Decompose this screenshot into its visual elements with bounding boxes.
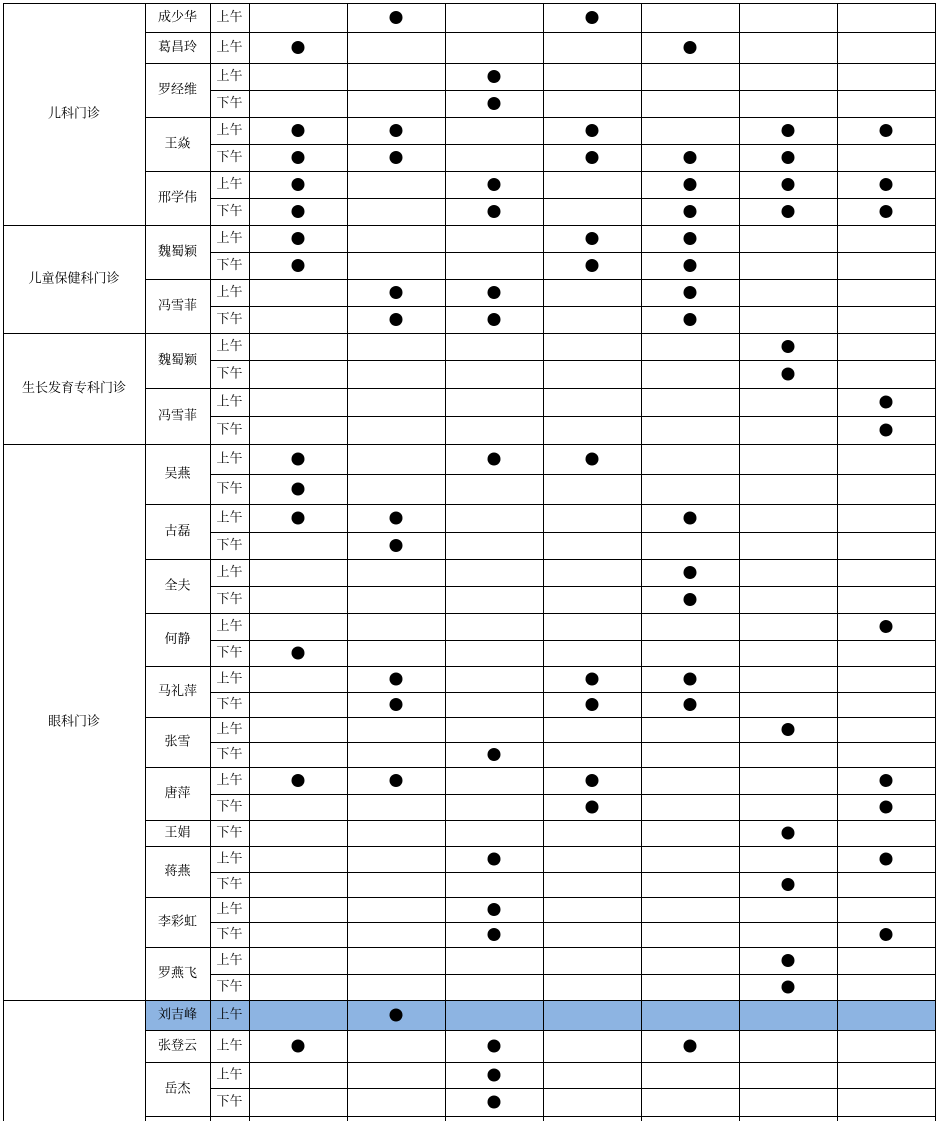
doctor-name: 刘吉峰 (157, 1007, 198, 1023)
schedule-dot (488, 205, 501, 218)
session-label: 下午 (216, 481, 243, 497)
session-label: 下午 (216, 366, 243, 382)
session-label: 下午 (216, 825, 243, 841)
doctor-name: 魏蜀颖 (157, 244, 198, 260)
schedule-dot (488, 286, 501, 299)
doctor-name: 罗经维 (157, 82, 198, 98)
session-label: 下午 (216, 747, 243, 762)
doctor-name: 张登云 (157, 1038, 198, 1054)
session-label: 下午 (216, 645, 243, 661)
session-label: 下午 (216, 258, 243, 273)
department-name: 儿科门诊 (47, 106, 101, 122)
department-name: 眼科门诊 (47, 714, 101, 730)
session-label: 上午 (216, 510, 243, 526)
schedule-dot (292, 1040, 305, 1053)
session-label: 下午 (216, 592, 243, 607)
schedule-dot (488, 903, 501, 916)
schedule-dot (390, 11, 403, 24)
schedule-dot (586, 124, 599, 137)
session-label: 上午 (216, 851, 243, 867)
department-name: 儿童保健科门诊 (28, 271, 120, 287)
schedule-dot (880, 424, 893, 437)
schedule-dot (880, 801, 893, 814)
session-label: 上午 (216, 339, 243, 354)
schedule-dot (488, 748, 501, 761)
session-label: 下午 (216, 204, 243, 219)
session-label: 下午 (216, 538, 243, 553)
schedule-dot (390, 1009, 403, 1022)
schedule-dot (488, 70, 501, 83)
session-label: 上午 (216, 451, 243, 467)
doctor-name: 王娟 (164, 825, 191, 841)
schedule-dot (586, 673, 599, 686)
session-label: 下午 (216, 1094, 243, 1110)
session-label: 上午 (216, 902, 243, 917)
schedule-dot (684, 673, 697, 686)
schedule-dot (292, 232, 305, 245)
schedule-dot (292, 41, 305, 54)
doctor-name: 魏蜀颖 (157, 353, 198, 368)
session-label: 上午 (216, 1038, 243, 1054)
schedule-dot (684, 512, 697, 525)
doctor-name: 邢学伟 (157, 190, 198, 206)
session-label: 下午 (216, 979, 243, 995)
schedule-dot (390, 512, 403, 525)
schedule-dot (586, 151, 599, 164)
doctor-name: 张雪 (164, 734, 191, 750)
schedule-dot (586, 774, 599, 787)
schedule-dot (488, 1069, 501, 1082)
schedule-dot (488, 1096, 501, 1109)
schedule-dot (880, 124, 893, 137)
session-label: 上午 (216, 10, 243, 25)
schedule-dot (782, 340, 795, 353)
session-label: 上午 (216, 722, 243, 737)
schedule-dot (292, 647, 305, 660)
doctor-name: 唐萍 (164, 786, 191, 801)
doctor-name: 葛昌玲 (157, 40, 198, 55)
row-highlight (145, 1000, 935, 1030)
schedule-dot (880, 774, 893, 787)
schedule-dot (782, 368, 795, 381)
doctor-name: 马礼萍 (157, 684, 198, 699)
session-label: 上午 (216, 619, 243, 634)
schedule-dot (782, 205, 795, 218)
schedule-dot (586, 11, 599, 24)
session-label: 下午 (216, 799, 243, 815)
session-label: 下午 (216, 697, 243, 712)
doctor-name: 王焱 (164, 136, 191, 152)
schedule-dot (880, 205, 893, 218)
schedule-dot (488, 928, 501, 941)
session-label: 下午 (216, 150, 243, 165)
doctor-name: 何静 (164, 632, 191, 647)
schedule-dot (684, 259, 697, 272)
schedule-dot (880, 620, 893, 633)
doctor-name: 李彩虹 (157, 914, 198, 930)
schedule-dot (586, 698, 599, 711)
schedule-dot (782, 723, 795, 736)
session-label: 上午 (216, 123, 243, 138)
session-label: 上午 (216, 285, 243, 300)
schedule-dot (390, 124, 403, 137)
session-label: 上午 (216, 231, 243, 246)
schedule-dot (586, 453, 599, 466)
schedule-dot (684, 178, 697, 191)
schedule-dot (880, 178, 893, 191)
schedule-dot (292, 124, 305, 137)
session-label: 上午 (216, 40, 243, 55)
session-label: 下午 (216, 422, 243, 438)
doctor-name: 全夫 (164, 578, 191, 594)
schedule-dot (292, 151, 305, 164)
schedule-dot (782, 124, 795, 137)
session-label: 上午 (216, 69, 243, 84)
schedule-dot (586, 232, 599, 245)
schedule-dot (684, 1040, 697, 1053)
schedule-dot (684, 566, 697, 579)
schedule-dot (488, 313, 501, 326)
session-label: 上午 (216, 953, 243, 968)
schedule-dot (390, 539, 403, 552)
schedule-dot (782, 827, 795, 840)
doctor-name: 冯雪菲 (157, 298, 198, 314)
schedule-dot (684, 151, 697, 164)
schedule-dot (782, 151, 795, 164)
session-label: 上午 (216, 1007, 243, 1023)
schedule-dot (684, 593, 697, 606)
session-label: 上午 (216, 394, 243, 410)
session-label: 上午 (216, 671, 243, 687)
schedule-dot (488, 853, 501, 866)
schedule-dot (684, 698, 697, 711)
schedule-dot (390, 774, 403, 787)
session-label: 上午 (216, 565, 243, 580)
doctor-name: 蒋燕 (164, 864, 191, 879)
schedule-dot (880, 853, 893, 866)
schedule-dot (782, 178, 795, 191)
schedule-dot (390, 313, 403, 326)
schedule-dot (292, 205, 305, 218)
doctor-name: 成少华 (157, 10, 198, 25)
session-label: 上午 (216, 177, 243, 192)
doctor-name: 罗燕飞 (157, 966, 198, 981)
schedule-dot (292, 259, 305, 272)
schedule-dot (292, 512, 305, 525)
schedule-dot (292, 453, 305, 466)
schedule-dot (782, 981, 795, 994)
doctor-name: 吴燕 (164, 466, 191, 482)
schedule-dot (880, 396, 893, 409)
schedule-dot (488, 97, 501, 110)
schedule-dot (390, 673, 403, 686)
session-label: 上午 (216, 773, 243, 788)
schedule-dot (488, 453, 501, 466)
schedule-dot (684, 232, 697, 245)
schedule-dot (684, 205, 697, 218)
doctor-name: 岳杰 (164, 1081, 191, 1097)
doctor-name: 古磊 (164, 524, 191, 539)
schedule-dot (684, 313, 697, 326)
schedule-dot (782, 954, 795, 967)
schedule-dot (488, 1040, 501, 1053)
schedule-dot (292, 774, 305, 787)
schedule-dot (880, 928, 893, 941)
schedule-dot (586, 259, 599, 272)
session-label: 下午 (216, 877, 243, 892)
schedule-dot (390, 286, 403, 299)
schedule-dot (684, 41, 697, 54)
session-label: 上午 (216, 1067, 243, 1083)
schedule-dot (586, 801, 599, 814)
department-name: 生长发育专科门诊 (21, 381, 127, 396)
session-label: 下午 (216, 96, 243, 111)
doctor-name: 冯雪菲 (157, 408, 198, 424)
schedule-dot (292, 483, 305, 496)
schedule-dot (488, 178, 501, 191)
schedule-dot (782, 878, 795, 891)
schedule-dot (292, 178, 305, 191)
schedule-dot (390, 151, 403, 164)
schedule-dot (684, 286, 697, 299)
session-label: 下午 (216, 927, 243, 942)
session-label: 下午 (216, 312, 243, 327)
schedule-dot (390, 698, 403, 711)
